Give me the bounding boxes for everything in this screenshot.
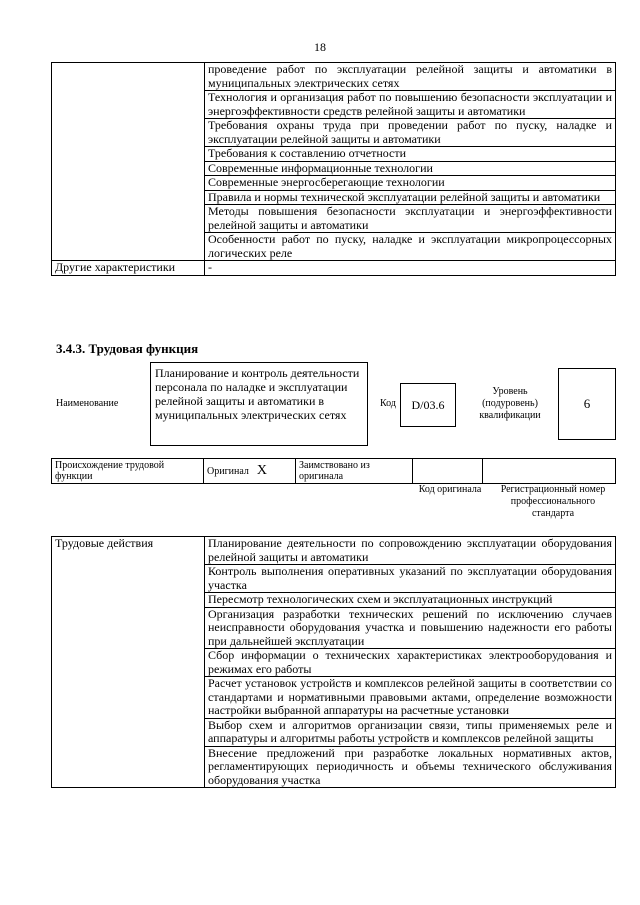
page-number: 18 <box>314 40 326 54</box>
qualification-level-label: Уровень (подуровень) квалификации <box>479 386 541 421</box>
qualification-level-box: 6 <box>558 368 616 440</box>
function-name-box: Планирование и контроль деятельности персонала по наладке и эксплуатации релейной защиты и автоматики в муниципальных электрических сетях <box>150 362 368 446</box>
list-item: Технология и организация работ по повышению безопасности эксплуатации и энергоэффективности средств релейной защиты и автоматики <box>205 91 616 119</box>
labor-actions-label: Трудовые действия <box>52 537 205 788</box>
list-item: Современные информационные технологии <box>205 161 616 176</box>
empty-label-cell <box>52 63 205 261</box>
reg-number-cell <box>483 459 616 484</box>
original-mark: X <box>256 463 268 478</box>
list-item: Выбор схем и алгоритмов организации связи, типы применяемых реле и аппаратуры и алгоритмы работы устройств и комплексов релейной защиты <box>205 718 616 746</box>
knowledge-table-continuation <box>51 62 616 276</box>
origin-label: Происхождение трудовой функции <box>52 459 204 484</box>
name-label: Наименование <box>56 398 119 409</box>
section-title: 3.4.3. Трудовая функция <box>56 341 199 356</box>
list-item: проведение работ по эксплуатации релейной защиты и автоматики в муниципальных электрических сетях <box>205 63 616 91</box>
code-original-caption: Код оригинала <box>418 484 482 495</box>
original-cell <box>204 459 296 484</box>
other-characteristics-value: - <box>205 261 616 276</box>
original-label: Оригинал <box>207 466 249 477</box>
list-item: Современные энергосберегающие технологии <box>205 176 616 191</box>
list-item: Особенности работ по пуску, наладке и эксплуатации микропроцессорных логических реле <box>205 233 616 261</box>
other-characteristics-label: Другие характеристики <box>52 261 205 276</box>
borrowed-label: Заимствовано из оригинала <box>296 459 413 484</box>
list-item: Требования к составлению отчетности <box>205 147 616 162</box>
list-item: Планирование деятельности по сопровождению эксплуатации оборудования релейной защиты и автоматики <box>205 537 616 565</box>
list-item: Контроль выполнения оперативных указаний по эксплуатации оборудования участка <box>205 565 616 593</box>
origin-table <box>51 458 616 484</box>
list-item: Методы повышения безопасности эксплуатации и энергоэффективности релейной защиты и автоматики <box>205 205 616 233</box>
list-item: Расчет установок устройств и комплексов релейной защиты в соответствии со стандартами и нормативными правовыми актами, определение возможности настройки выбранной аппаратуры на расчетные установки <box>205 677 616 719</box>
table-row <box>52 261 616 276</box>
list-item: Организация разработки технических решений по исключению случаев неисправности оборудования участка и повышению надежности его работы при дальнейшей эксплуатации <box>205 607 616 649</box>
list-item: Пересмотр технологических схем и эксплуатационных инструкций <box>205 593 616 608</box>
code-original-cell <box>413 459 483 484</box>
table-row <box>52 459 616 484</box>
list-item: Требования охраны труда при проведении работ по пуску, наладке и эксплуатации релейной защиты и автоматики <box>205 119 616 147</box>
list-item: Внесение предложений при разработке локальных нормативных актов, регламентирующих периодичность и объемы технического обслуживания оборудования участка <box>205 746 616 788</box>
list-item: Правила и нормы технической эксплуатации релейной защиты и автоматики <box>205 190 616 205</box>
table-row <box>52 63 616 91</box>
table-row <box>52 537 616 565</box>
function-code-box: D/03.6 <box>400 383 456 427</box>
labor-actions-table <box>51 536 616 788</box>
reg-number-caption: Регистрационный номер профессионального стандарта <box>500 484 606 519</box>
list-item: Сбор информации о технических характеристиках электрооборудования и режимах его работы <box>205 649 616 677</box>
code-label: Код <box>380 398 396 409</box>
